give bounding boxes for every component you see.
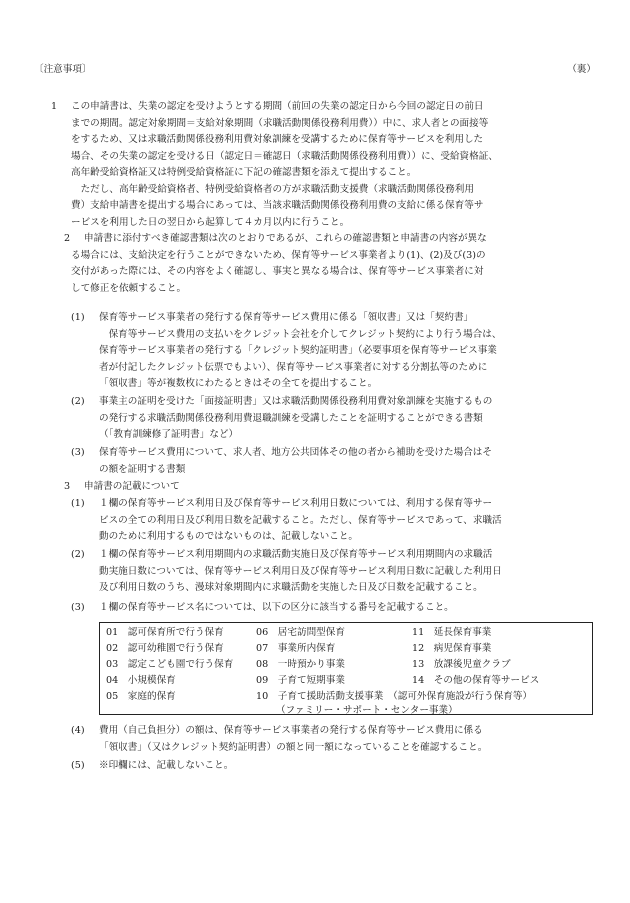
text-line: 場合、その失業の認定を受ける日（認定日＝確認日（求職活動関係役務利用費））に、受給資格証、 — [71, 150, 498, 162]
subitem-number: (3) — [71, 447, 85, 458]
item-number: 2 — [64, 233, 71, 244]
category-item: 01 認可保育所で行う保育 — [106, 627, 224, 638]
subitem-number: (3) — [71, 602, 85, 613]
category-item: 10 子育て援助活動支援事業 （認可外保育施設が行う保育等） — [256, 691, 533, 702]
notes-heading: 〔注意事項〕 — [34, 64, 92, 75]
text-line: 保育等サービス費用の支払いをクレジット会社を介してクレジット契約により行う場合は、 — [99, 328, 502, 340]
text-line: 保育等サービス費用について、求人者、地方公共団体その他の者から補助を受けた場合はそ — [99, 447, 492, 458]
category-note: （ファミリー・サポート・センター事業） — [276, 705, 458, 716]
item-text-cont — [71, 248, 486, 298]
text-line: して修正を依頼すること。 — [71, 282, 187, 294]
text-line: をするため、又は求職活動関係役務利用費対象訓練を受講するために保育等サービスを利用した — [71, 134, 484, 145]
text-line: 費）支給申請書を提出する場合にあっては、当該求職活動関係役務利用費の支給に係る保育等サ — [71, 200, 484, 211]
item-number: 1 — [51, 101, 58, 112]
text-line: （「教育訓練修了証明書」など） — [99, 429, 239, 440]
category-item: 02 認可幼稚園で行う保育 — [106, 643, 224, 654]
text-line: １欄の保育等サービス名については、以下の区分に該当する番号を記載すること。 — [99, 602, 454, 613]
text-line: 申請書に添付すべき確認書類は次のとおりであるが、これらの確認書類と申請書の内容が異な — [84, 233, 487, 244]
category-item: 07 事業所内保育 — [256, 643, 336, 654]
text-line: ビスの全ての利用日及び利用日数を記載すること。ただし、保育等サービスであって、求職活 — [99, 514, 502, 526]
text-line: 動のために利用するものではないものは、記載しないこと。 — [99, 531, 359, 542]
text-line: 「領収書」等が複数枚にわたるときはその全てを提出すること。 — [99, 378, 378, 389]
category-item: 09 子育て短期事業 — [256, 675, 345, 686]
text-line: の発行する求職活動関係役務利用費退職訓練を受講したことを証明することができる書類 — [99, 412, 483, 424]
text-line: の額を証明する書類 — [99, 463, 186, 475]
category-item: 12 病児保育事業 — [412, 643, 492, 654]
subitem-number: (1) — [71, 498, 85, 509]
text-line: ただし、高年齢受給資格者、特例受給資格者の方が求職活動支援費（求職活動関係役務利用 — [71, 183, 474, 195]
text-line: この申請書は、失業の認定を受けようとする期間（前回の失業の認定日から今回の認定日の前日 — [71, 101, 484, 112]
category-item: 04 小規模保育 — [106, 675, 176, 686]
subitem-text — [99, 758, 233, 775]
subitem-text — [99, 547, 502, 597]
subitem-number: (2) — [71, 396, 85, 407]
text-line: 高年齢受給資格証又は特例受給資格証に下記の確認書類を添えて提出すること。 — [71, 167, 417, 178]
category-item: 13 放課後児童クラブ — [412, 659, 511, 670]
category-item: 08 一時預かり事業 — [256, 659, 345, 670]
text-line: １欄の保育等サービス利用日及び保育等サービス利用日数については、利用する保育等サー — [99, 498, 493, 509]
subitem-text — [99, 310, 501, 393]
subitem-number: (1) — [71, 312, 85, 323]
category-item: 11 延長保育事業 — [412, 627, 492, 638]
text-line: 保育等サービス事業者の発行する保育等サービス費用に係る「領収書」又は「契約書」 — [99, 312, 474, 323]
text-line: 事業主の証明を受けた「面接証明書」又は求職活動関係役務利用費対象訓練を実施するもの — [99, 396, 493, 407]
text-line: 者が付記したクレジット伝票でもよい）、保育等サービス事業者に対する分割払等のために — [99, 361, 488, 373]
item-title: 申請書の記載について — [84, 481, 180, 492]
subitem-number: (4) — [71, 725, 85, 736]
text-line: までの期間。認定対象期間＝支給対象期間（求職活動関係役務利用費））中に、求人者との面接等 — [71, 117, 489, 129]
text-line: １欄の保育等サービス利用期間内の求職活動実施日及び保育等サービス利用期間内の求職活 — [99, 549, 493, 560]
text-line: 交付があった際には、その内容をよく確認し、事実と異なる場合は、保育等サービス事業者に対 — [71, 266, 484, 277]
text-line: る場合には、支給決定を行うことができないため、保育等サービス事業者より(1)、(2)及び(3)の — [71, 249, 486, 261]
text-line: 「領収書」（又はクレジット契約証明書）の額と同一額になっていることを確認すること。 — [99, 741, 488, 753]
item-number: 3 — [64, 481, 71, 492]
subitem-text — [99, 394, 492, 444]
subitem-text — [99, 445, 492, 478]
text-line: 費用（自己負担分）の額は、保育等サービス事業者の発行する保育等サービス費用に係る — [99, 725, 483, 736]
item-text — [71, 99, 498, 231]
subitem-text — [99, 723, 487, 756]
text-line: 及び利用日数のうち、漫球対象期間内に求職活動を実施した日及び日数を記載すること。 — [99, 582, 483, 593]
page-side-label: （裏） — [567, 64, 596, 75]
subitem-number: (5) — [71, 760, 85, 771]
text-line: 保育等サービス事業者の発行する「クレジット契約証明書」（必要事項を保育等サービス事業 — [99, 345, 497, 356]
item-text — [84, 231, 487, 248]
subitem-text — [99, 600, 454, 617]
text-line: 動実施日数については、保育等サービス利用日及び保育等サービス利用日数に記載した利用日 — [99, 565, 502, 577]
category-item: 14 その他の保育等サービス — [412, 675, 540, 686]
text-line: ※印欄には、記載しないこと。 — [99, 760, 234, 771]
page-header — [34, 62, 596, 78]
category-item: 06 居宅訪問型保育 — [256, 627, 345, 638]
service-category-table — [99, 622, 593, 715]
category-item: 05 家庭的保育 — [106, 691, 176, 702]
subitem-text — [99, 496, 502, 546]
category-item: 03 認定こども園で行う保育 — [106, 659, 234, 670]
subitem-number: (2) — [71, 549, 85, 560]
text-line: ービスを利用した日の翌日から起算して４カ月以内に行うこと。 — [71, 216, 350, 228]
